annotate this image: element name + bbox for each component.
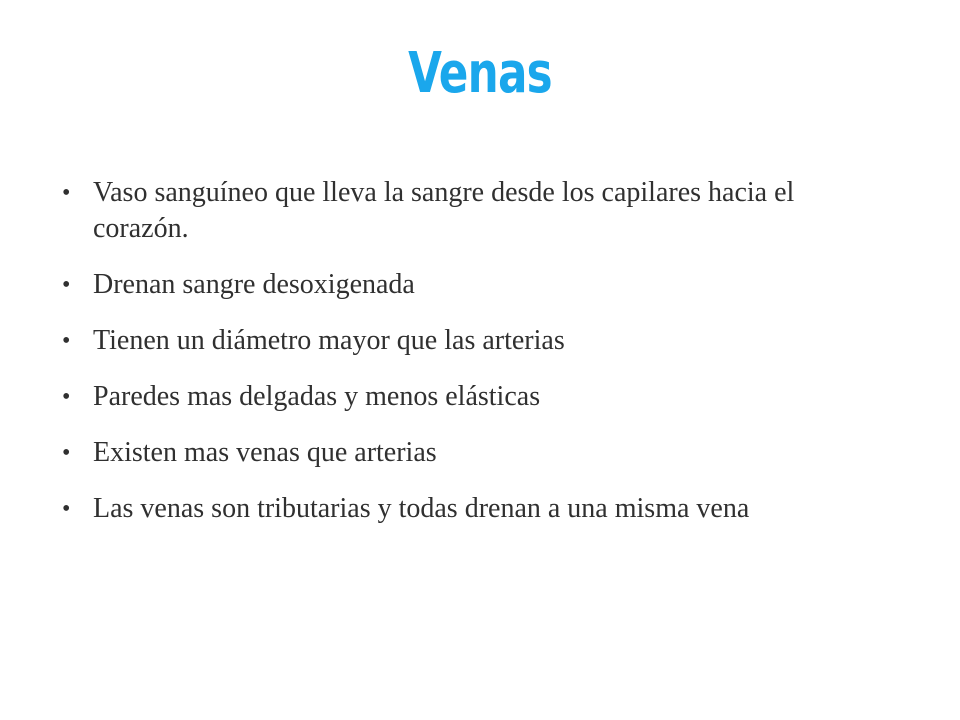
bullet-item xyxy=(62,323,882,359)
slide-title: Venas xyxy=(408,41,552,106)
bullet-item xyxy=(62,435,882,471)
bullet-icon: • xyxy=(62,384,71,410)
bullet-icon: • xyxy=(62,180,71,206)
bullet-text: Vaso sanguíneo que lleva la sangre desde los capilares hacia el corazón. xyxy=(93,177,795,244)
bullet-icon: • xyxy=(62,272,71,298)
bullet-item xyxy=(62,267,882,303)
bullet-icon: • xyxy=(62,496,71,522)
bullet-icon: • xyxy=(62,440,71,466)
bullet-text: Paredes mas delgadas y menos elásticas xyxy=(93,381,541,412)
bullet-text: Las venas son tributarias y todas drenan a una misma vena xyxy=(93,493,750,524)
bullet-item xyxy=(62,175,882,247)
bullet-item xyxy=(62,491,882,527)
bullet-text: Existen mas venas que arterias xyxy=(93,437,437,468)
bullet-list xyxy=(62,175,882,547)
bullet-icon: • xyxy=(62,328,71,354)
bullet-text: Tienen un diámetro mayor que las arterias xyxy=(93,325,565,356)
bullet-text: Drenan sangre desoxigenada xyxy=(93,269,415,300)
bullet-item xyxy=(62,379,882,415)
